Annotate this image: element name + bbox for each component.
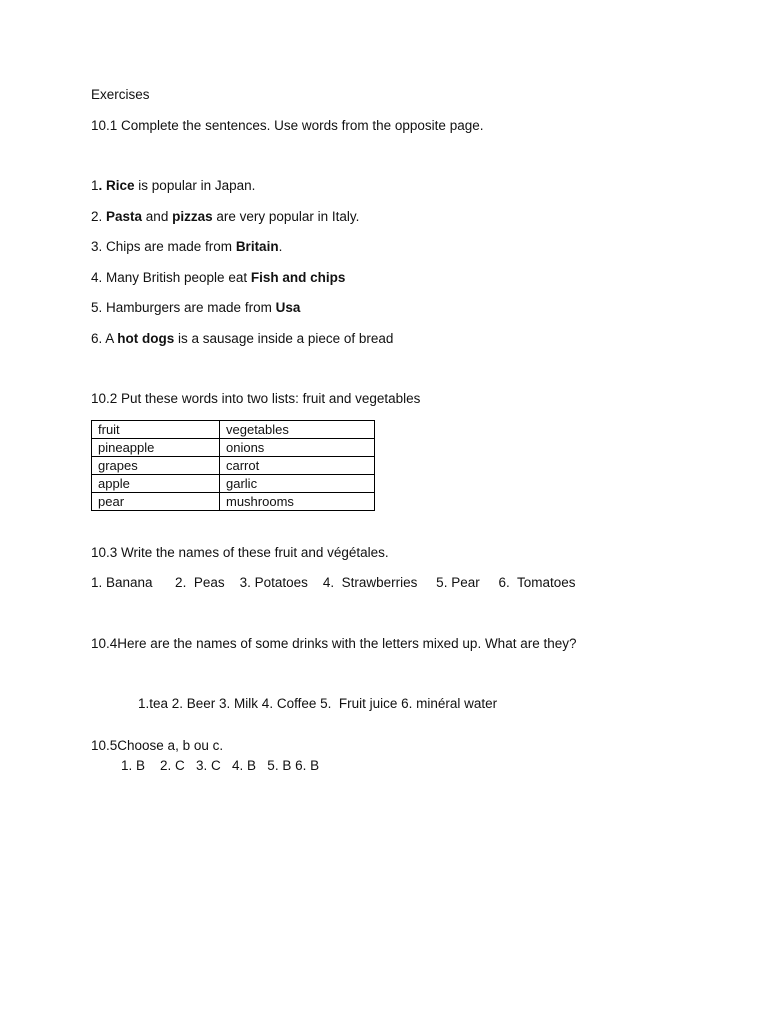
sentence-2 [91,208,359,226]
sentence-6 [91,330,393,348]
table-cell: garlic [220,475,375,493]
table-cell: mushrooms [220,493,375,511]
table-row [92,475,375,493]
sentence-3-rest: . [278,239,283,254]
table-row [92,457,375,475]
sentence-2-prefix: 2. [91,209,107,224]
sentence-6-answer: hot dogs [117,331,175,346]
table-cell: apple [92,475,220,493]
sentence-5-answer: Usa [275,300,301,315]
heading-exercises: Exercises [91,87,150,102]
sentence-2-answer-2: pizzas [172,209,213,224]
table-cell: pineapple [92,439,220,457]
fruit-vegetables-table [91,420,375,511]
table-cell: onions [220,439,375,457]
sentence-4 [91,269,345,287]
sentence-1-prefix: 1 [91,178,99,193]
exercise-10-4-title: 10.4Here are the names of some drinks with the letters mixed up. What are they? [91,636,577,651]
sentence-6-rest: is a sausage inside a piece of bread [174,331,394,346]
table-cell: pear [92,493,220,511]
table-row [92,421,375,439]
table-row [92,493,375,511]
exercise-10-3-answers: 1. Banana 2. Peas 3. Potatoes 4. Strawberries 5. Pear 6. Tomatoes [91,575,576,590]
exercise-10-4-answers: 1.tea 2. Beer 3. Milk 4. Coffee 5. Fruit juice 6. minéral water [138,696,498,711]
table-cell: carrot [220,457,375,475]
sentence-3-prefix: 3. Chips are made from [91,239,236,254]
sentence-5 [91,299,300,317]
table-row [92,439,375,457]
table-cell: grapes [92,457,220,475]
sentence-6-prefix: 6. A [91,331,118,346]
sentence-2-rest: are very popular in Italy. [212,209,360,224]
sentence-3-answer: Britain [235,239,279,254]
sentence-1 [91,177,255,195]
exercise-10-3-title: 10.3 Write the names of these fruit and végétales. [91,545,389,560]
sentence-4-answer: Fish and chips [250,270,346,285]
exercise-10-5-answers: 1. B 2. C 3. C 4. B 5. B 6. B [121,758,320,773]
sentence-3 [91,238,282,256]
table-cell: fruit [92,421,220,439]
sentence-1-answer: . Rice [98,178,135,193]
table-cell: vegetables [220,421,375,439]
sentence-2-answer-1: Pasta [106,209,143,224]
sentence-1-rest: is popular in Japan. [134,178,256,193]
sentence-5-prefix: 5. Hamburgers are made from [91,300,276,315]
exercise-10-2-title: 10.2 Put these words into two lists: fruit and vegetables [91,391,421,406]
sentence-4-prefix: 4. Many British people eat [91,270,251,285]
exercise-10-5-title: 10.5Choose a, b ou c. [91,738,224,753]
sentence-2-mid: and [142,209,173,224]
exercise-10-1-title: 10.1 Complete the sentences. Use words from the opposite page. [91,118,484,133]
